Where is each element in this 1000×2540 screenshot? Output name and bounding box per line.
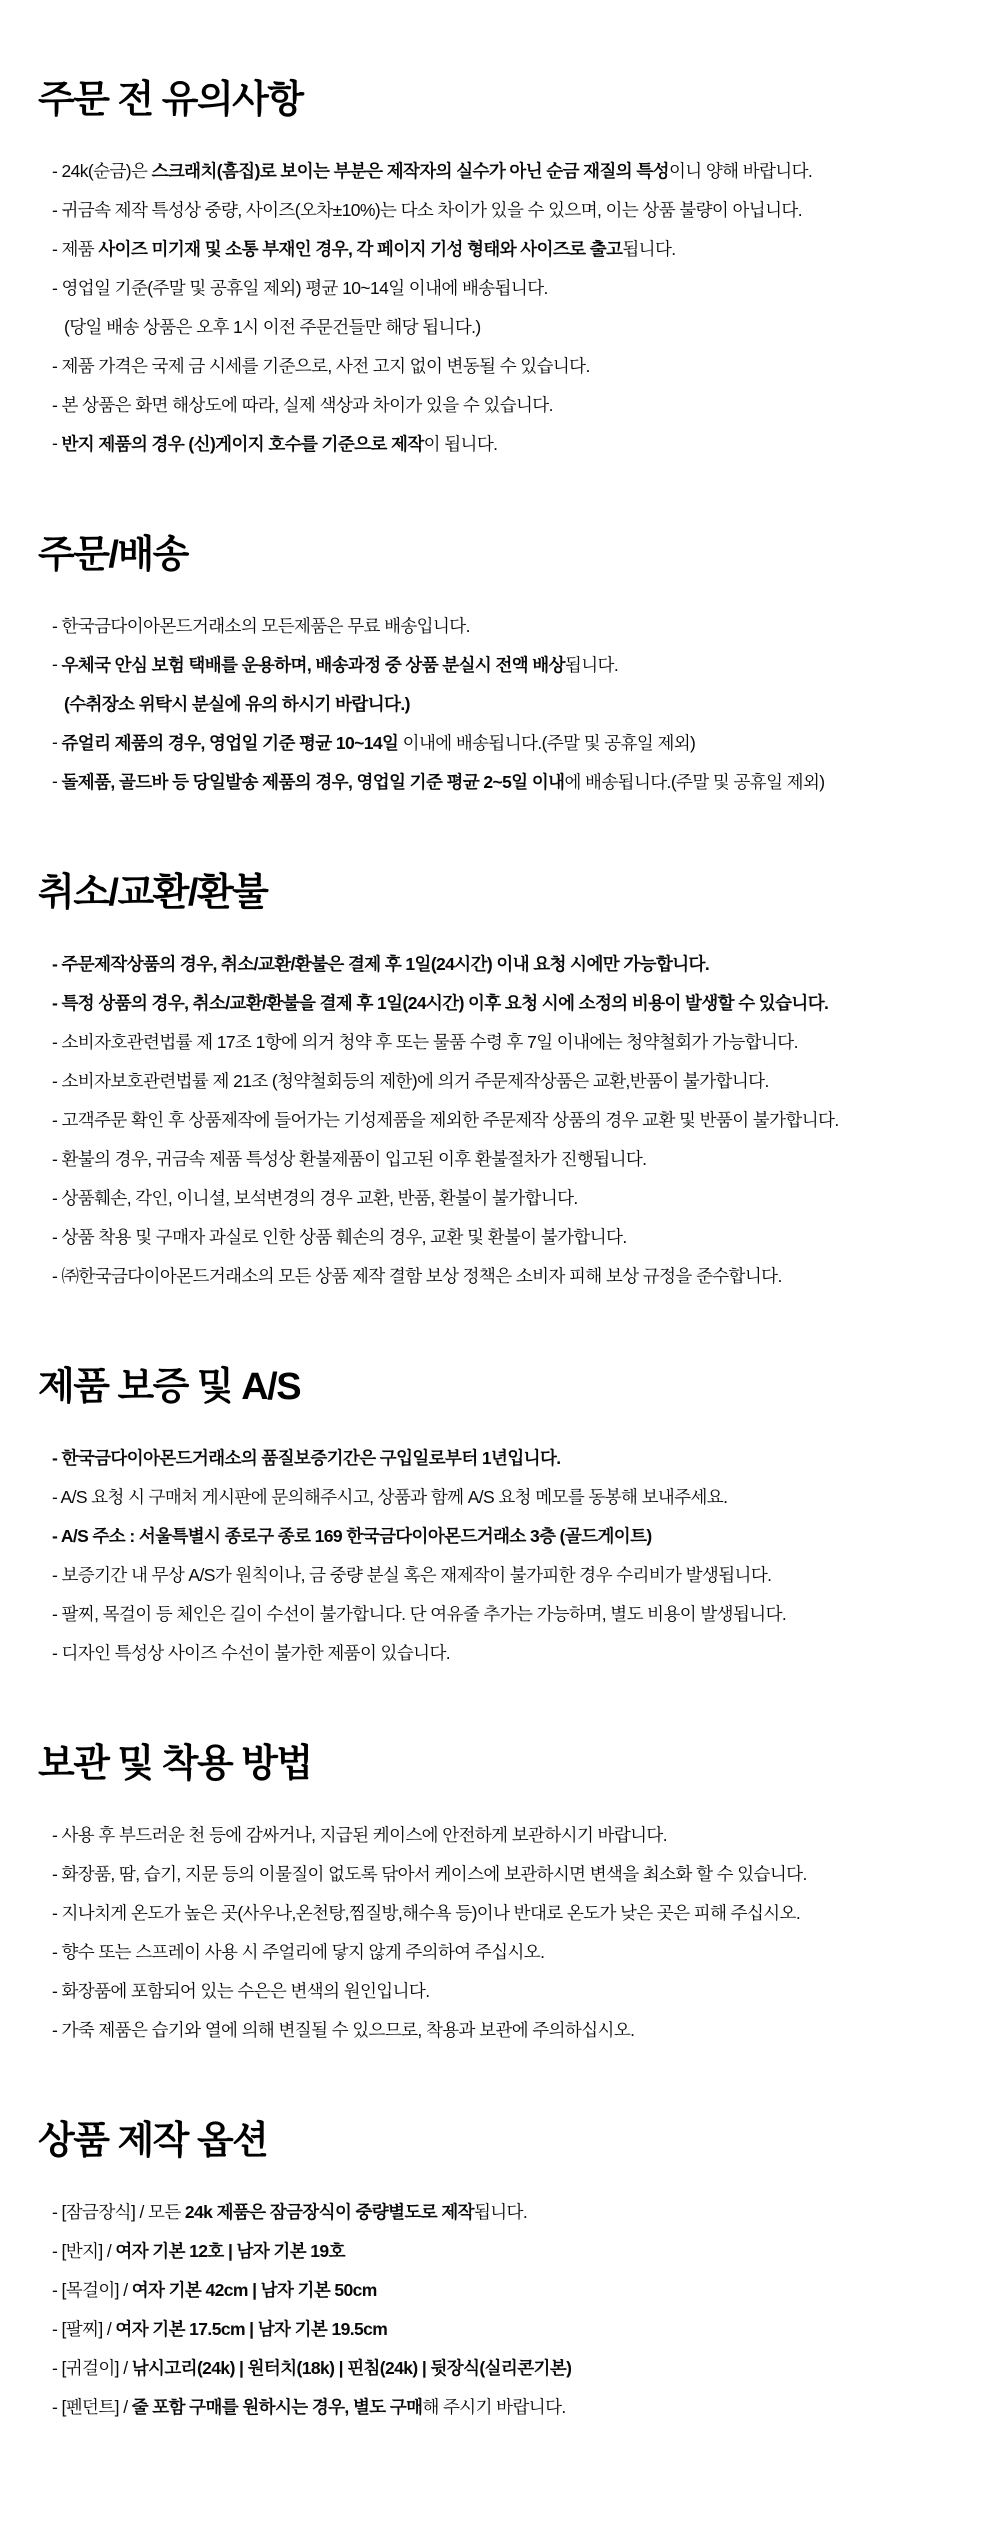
notice-text-bold: 여자 기본 17.5cm | 남자 기본 19.5cm (115, 2319, 388, 2339)
notice-line (52, 1477, 970, 1516)
notice-line (52, 2270, 970, 2309)
notice-text: 이 됩니다. (423, 434, 498, 454)
notice-line (52, 1100, 970, 1139)
notice-line (52, 346, 970, 385)
notice-text-bold: 스크래치(흠집)로 보이는 부분은 제작자의 실수가 아닌 순금 재질의 특성 (151, 161, 669, 181)
notice-line (52, 983, 970, 1022)
notice-text-bold: 돌제품, 골드바 등 당일발송 제품의 경우, 영업일 기준 평균 2~5일 이내 (61, 772, 565, 792)
notice-text-bold: - A/S 주소 : 서울특별시 종로구 종로 169 한국금다이아몬드거래소 3층 (골드게이트) (52, 1526, 652, 1546)
notice-section-4 (38, 1367, 970, 1672)
notice-section-6 (38, 2121, 970, 2426)
notice-text-bold: - 한국금다이아몬드거래소의 품질보증기간은 구입일로부터 1년입니다. (52, 1448, 561, 1468)
notice-text: - (52, 732, 62, 752)
notice-line (52, 1633, 970, 1672)
section-title: 제품 보증 및 A/S (38, 1366, 301, 1408)
notice-text: - [팔찌] / (52, 2319, 116, 2339)
notice-line (52, 1932, 970, 1971)
notice-text: - 지나치게 온도가 높은 곳(사우나,온천탕,찜질방,해수욕 등)이나 반대로 온도가 낮은 곳은 피해 주십시오. (52, 1903, 801, 1923)
notice-line (52, 944, 970, 983)
notice-text: - 가죽 제품은 습기와 열에 의해 변질될 수 있으므로, 착용과 보관에 주의하십시오. (52, 2020, 635, 2040)
notice-text: - 보증기간 내 무상 A/S가 원칙이나, 금 중량 분실 혹은 재제작이 불가피한 경우 수리비가 발생됩니다. (52, 1565, 772, 1585)
notice-text: - 상품훼손, 각인, 이니셜, 보석변경의 경우 교환, 반품, 환불이 불가합니다. (52, 1188, 578, 1208)
notice-line (52, 424, 970, 463)
notice-text: - 화장품, 땀, 습기, 지문 등의 이물질이 없도록 닦아서 케이스에 보관하시면 변색을 최소화 할 수 있습니다. (52, 1864, 807, 1884)
notice-line (52, 723, 970, 762)
notice-line (52, 1061, 970, 1100)
notice-text: - 제품 가격은 국제 금 시세를 기준으로, 사전 고지 없이 변동될 수 있습니다. (52, 356, 590, 376)
notice-text: - 화장품에 포함되어 있는 수은은 변색의 원인입니다. (52, 1981, 430, 2001)
notice-text-bold: 우체국 안심 보험 택배를 운용하며, 배송과정 중 상품 분실시 전액 배상 (61, 655, 565, 675)
notice-text: - [반지] / (52, 2241, 116, 2261)
notice-line (52, 2348, 970, 2387)
notice-line (52, 1971, 970, 2010)
notice-line (52, 1854, 970, 1893)
section-title: 상품 제작 옵션 (38, 2120, 268, 2162)
notice-text-bold: 반지 제품의 경우 (신)게이지 호수를 기준으로 제작 (61, 434, 424, 454)
notice-text: - [목걸이] / (52, 2280, 132, 2300)
notice-line (52, 1893, 970, 1932)
notice-text: - 본 상품은 화면 해상도에 따라, 실제 색상과 차이가 있을 수 있습니다. (52, 395, 553, 415)
section-title: 주문/배송 (38, 534, 188, 576)
notice-line-list (38, 944, 970, 1295)
notice-text-bold: 쥬얼리 제품의 경우, 영업일 기준 평균 10~14일 (61, 733, 399, 753)
notice-text: 해 주시기 바랍니다. (422, 2397, 566, 2417)
notice-line-list (38, 606, 970, 801)
notice-text: 됩니다. (564, 655, 619, 675)
notice-text: - 귀금속 제작 특성상 중량, 사이즈(오차±10%)는 다소 차이가 있을 수 있으며, 이는 상품 불량이 아닙니다. (52, 200, 802, 220)
section-title: 주문 전 유의사항 (38, 79, 303, 121)
notice-text: (당일 배송 상품은 오후 1시 이전 주문건들만 해당 됩니다.) (64, 317, 481, 337)
notice-text-bold: 여자 기본 12호 | 남자 기본 19호 (115, 2241, 345, 2261)
notice-line (52, 268, 970, 307)
notice-text: - 팔찌, 목걸이 등 체인은 길이 수선이 불가합니다. 단 여유줄 추가는 가능하며, 별도 비용이 발생됩니다. (52, 1604, 787, 1624)
notice-line (52, 1594, 970, 1633)
notice-text: - 고객주문 확인 후 상품제작에 들어가는 기성제품을 제외한 주문제작 상품의 경우 교환 및 반품이 불가합니다. (52, 1110, 839, 1130)
notice-line-list (38, 1438, 970, 1672)
notice-line (52, 684, 970, 723)
notice-text: - 상품 착용 및 구매자 과실로 인한 상품 훼손의 경우, 교환 및 환불이 불가합니다. (52, 1227, 627, 1247)
notice-section-3 (38, 873, 970, 1295)
notice-text-bold: 낚시고리(24k) | 원터치(18k) | 핀침(24k) | 뒷장식(실리콘기본) (131, 2358, 572, 2378)
section-title: 보관 및 착용 방법 (38, 1743, 312, 1785)
notice-section-2 (38, 535, 970, 801)
notice-text-bold: (수취장소 위탁시 분실에 유의 하시기 바랍니다.) (64, 694, 410, 714)
notice-text: - 제품 (52, 239, 99, 259)
section-title: 취소/교환/환불 (38, 872, 268, 914)
notice-line (52, 645, 970, 684)
notice-line (52, 762, 970, 801)
notice-section-5 (38, 1744, 970, 2049)
notice-line (52, 1022, 970, 1061)
notice-text: - 사용 후 부드러운 천 등에 감싸거나, 지급된 케이스에 안전하게 보관하시기 바랍니다. (52, 1825, 668, 1845)
notice-text: - ㈜한국금다이아몬드거래소의 모든 상품 제작 결함 보상 정책은 소비자 피해 보상 규정을 준수합니다. (52, 1266, 782, 1286)
notice-line (52, 2231, 970, 2270)
notice-text: - (52, 654, 62, 674)
notice-text: - 24k(순금)은 (52, 161, 152, 181)
notice-text-bold: - 특정 상품의 경우, 취소/교환/환불을 결제 후 1일(24시간) 이후 요청 시에 소정의 비용이 발생할 수 있습니다. (52, 993, 829, 1013)
notice-text: 됩니다. (622, 239, 676, 259)
notice-line (52, 2387, 970, 2426)
notice-line (52, 229, 970, 268)
notice-text-bold: 줄 포함 구매를 원하시는 경우, 별도 구매 (131, 2397, 423, 2417)
notice-text: 됩니다. (473, 2202, 528, 2222)
notice-text-bold: 여자 기본 42cm | 남자 기본 50cm (131, 2280, 377, 2300)
notice-line (52, 1555, 970, 1594)
notice-text: - (52, 771, 62, 791)
notice-line-list (38, 2192, 970, 2426)
notice-line-list (38, 151, 970, 463)
notice-text-bold: - 주문제작상품의 경우, 취소/교환/환불은 결제 후 1일(24시간) 이내 요청 시에만 가능합니다. (52, 954, 710, 974)
notice-text: - 한국금다이아몬드거래소의 모든제품은 무료 배송입니다. (52, 616, 470, 636)
notice-line (52, 1438, 970, 1477)
notice-section-1 (38, 80, 970, 463)
notice-line (52, 1217, 970, 1256)
notice-line (52, 2192, 970, 2231)
notice-line (52, 151, 970, 190)
notice-line (52, 1178, 970, 1217)
notice-text: - 환불의 경우, 귀금속 제품 특성상 환불제품이 입고된 이후 환불절차가 진행됩니다. (52, 1149, 647, 1169)
notice-line (52, 1256, 970, 1295)
notice-text-bold: 사이즈 미기재 및 소통 부재인 경우, 각 페이지 기성 형태와 사이즈로 출고 (98, 239, 623, 259)
notice-text-bold: 24k 제품은 잠금장식이 중량별도로 제작 (184, 2202, 474, 2222)
notice-text: - 영업일 기준(주말 및 공휴일 제외) 평균 10~14일 이내에 배송됩니다. (52, 278, 548, 298)
notice-text: - 향수 또는 스프레이 사용 시 주얼리에 닿지 않게 주의하여 주십시오. (52, 1942, 545, 1962)
notice-line (52, 2309, 970, 2348)
notice-line (52, 1516, 970, 1555)
notice-text: - 디자인 특성상 사이즈 수선이 불가한 제품이 있습니다. (52, 1643, 451, 1663)
notice-text: - (52, 433, 62, 453)
notice-text: - [잠금장식] / 모든 (52, 2202, 185, 2222)
notice-line (52, 307, 970, 346)
notice-line-list (38, 1815, 970, 2049)
notice-line (52, 2010, 970, 2049)
notice-text: 이내에 배송됩니다.(주말 및 공휴일 제외) (398, 733, 696, 753)
notice-line (52, 1139, 970, 1178)
notice-text: - 소비자호관련법률 제 17조 1항에 의거 청약 후 또는 물품 수령 후 7일 이내에는 청약철회가 가능합니다. (52, 1032, 798, 1052)
notice-line (52, 385, 970, 424)
notice-line (52, 606, 970, 645)
notice-text: - [귀걸이] / (52, 2358, 132, 2378)
notice-text: - A/S 요청 시 구매처 게시판에 문의해주시고, 상품과 함께 A/S 요청 메모를 동봉해 보내주세요. (52, 1487, 728, 1507)
notice-line (52, 190, 970, 229)
notice-text: 이니 양해 바랍니다. (668, 161, 813, 181)
notice-text: - [펜던트] / (52, 2397, 132, 2417)
notice-text: - 소비자보호관련법률 제 21조 (청약철회등의 제한)에 의거 주문제작상품은 교환,반품이 불가합니다. (52, 1071, 769, 1091)
notice-line (52, 1815, 970, 1854)
notice-text: 에 배송됩니다.(주말 및 공휴일 제외) (564, 772, 825, 792)
